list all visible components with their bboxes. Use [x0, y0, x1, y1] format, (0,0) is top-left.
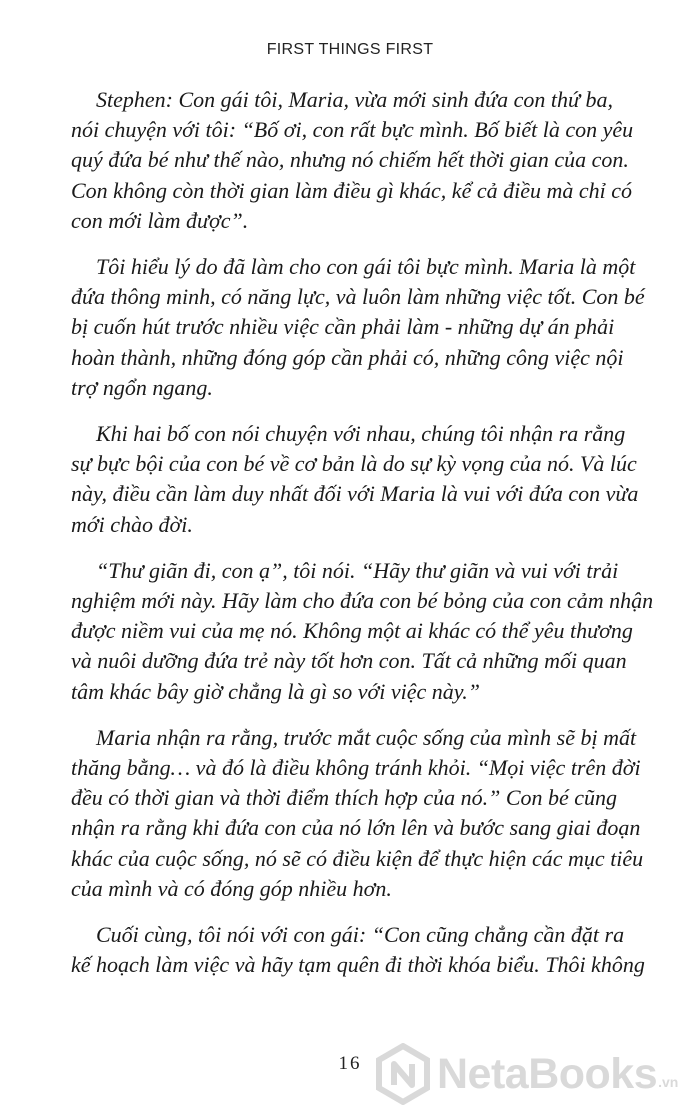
paragraph-4	[71, 556, 668, 707]
text-line: bị cuốn hút trước nhiều việc cần phải làm - những dự án phải	[71, 314, 615, 340]
text-line: thăng bằng… và đó là điều không tránh khỏi. “Mọi việc trên đời	[71, 755, 641, 781]
text-line: trợ ngổn ngang.	[71, 374, 213, 400]
text-line: Khi hai bố con nói chuyện với nhau, chúng tôi nhận ra rằng	[96, 421, 626, 447]
page-body	[71, 85, 668, 996]
watermark	[375, 1040, 678, 1108]
text-line: con mới làm được”.	[71, 207, 249, 233]
page-number: 16	[338, 1053, 362, 1074]
text-line: này, điều cần làm duy nhất đối với Maria là vui với đứa con vừa	[71, 481, 639, 507]
text-line: tâm khác bây giờ chẳng là gì so với việc này.”	[71, 678, 481, 704]
text-line: đều có thời gian và thời điểm thích hợp của nó.” Con bé cũng	[71, 785, 618, 811]
text-line: “Thư giãn đi, con ạ”, tôi nói. “Hãy thư giãn và vui với trải	[96, 557, 619, 583]
text-line: khác của cuộc sống, nó sẽ có điều kiện để thực hiện các mục tiêu	[71, 845, 644, 871]
text-line: quý đứa bé như thế nào, nhưng nó chiếm hết thời gian của con.	[71, 147, 629, 173]
text-line: Maria nhận ra rằng, trước mắt cuộc sống của mình sẽ bị mất	[96, 724, 637, 750]
text-line: mới chào đời.	[71, 511, 193, 537]
text-line: của mình và có đóng góp nhiều hơn.	[71, 875, 392, 901]
text-line: kế hoạch làm việc và hãy tạm quên đi thời khóa biểu. Thôi không	[71, 952, 645, 978]
text-line: Tôi hiểu lý do đã làm cho con gái tôi bực mình. Maria là một	[96, 254, 636, 280]
text-line: đứa thông minh, có năng lực, và luôn làm những việc tốt. Con bé	[71, 284, 645, 310]
text-line: sự bực bội của con bé về cơ bản là do sự kỳ vọng của nó. Và lúc	[71, 451, 637, 477]
running-header: FIRST THINGS FIRST	[266, 41, 434, 58]
text-line: được niềm vui của mẹ nó. Không một ai khác có thể yêu thương	[71, 618, 633, 644]
text-line: nhận ra rằng khi đứa con của nó lớn lên và bước sang giai đoạn	[71, 815, 641, 841]
text-line: nói chuyện với tôi: “Bố ơi, con rất bực mình. Bố biết là con yêu	[71, 117, 634, 143]
text-line: Cuối cùng, tôi nói với con gái: “Con cũng chẳng cần đặt ra	[96, 922, 625, 948]
text-line: Stephen: Con gái tôi, Maria, vừa mới sinh đứa con thứ ba,	[96, 87, 614, 112]
paragraph-6	[71, 920, 668, 980]
text-line: nghiệm mới này. Hãy làm cho đứa con bé bỏng của con cảm nhận	[71, 588, 654, 614]
paragraph-3	[71, 419, 668, 540]
text-line: hoàn thành, những đóng góp cần phải có, những công việc nội	[71, 344, 624, 370]
watermark-domain: .vn	[658, 1074, 679, 1090]
netabooks-logo-icon	[375, 1043, 431, 1105]
watermark-brand: NetaBooks	[437, 1049, 658, 1098]
text-line: và nuôi dưỡng đứa trẻ này tốt hơn con. Tất cả những mối quan	[71, 648, 627, 674]
text-line: Con không còn thời gian làm điều gì khác, kể cả điều mà chỉ có	[71, 177, 632, 203]
paragraph-1	[71, 85, 668, 236]
paragraph-2	[71, 252, 668, 403]
paragraph-5	[71, 723, 668, 904]
